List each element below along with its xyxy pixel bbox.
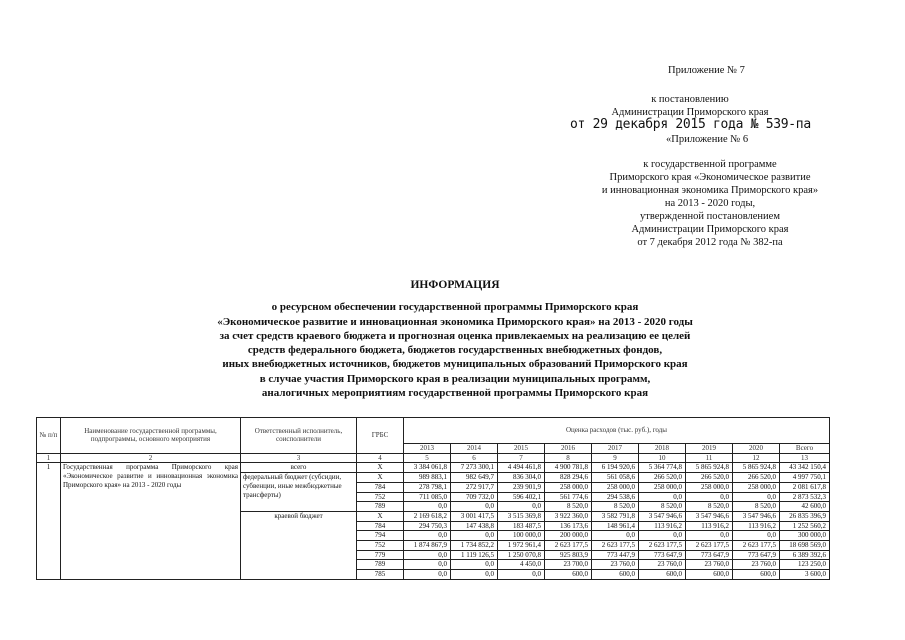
year-value: 600,0 xyxy=(545,570,592,580)
year-value: 1 734 852,2 xyxy=(451,541,498,551)
year-value: 8 520,0 xyxy=(686,502,733,512)
year-value: 0,0 xyxy=(451,531,498,541)
grbs-code: 779 xyxy=(357,550,404,560)
total-value: 1 252 560,2 xyxy=(780,521,830,531)
grbs-code: X xyxy=(357,463,404,473)
year-value: 23 760,0 xyxy=(639,560,686,570)
year-value: 0,0 xyxy=(451,570,498,580)
year-value: 3 547 946,6 xyxy=(733,511,780,521)
column-numbers-row xyxy=(37,453,830,463)
year-value: 600,0 xyxy=(733,570,780,580)
year-value: 7 273 300,1 xyxy=(451,463,498,473)
year-header: 2016 xyxy=(545,444,592,454)
year-value: 3 384 061,8 xyxy=(404,463,451,473)
year-value: 0,0 xyxy=(686,531,733,541)
program-name: Государственная программа Приморского края «Экономическое развитие и инновационная экономика Приморского края» на 2013 - 2020 годы xyxy=(61,463,241,579)
year-value: 0,0 xyxy=(639,492,686,502)
column-number: 2 xyxy=(61,453,241,463)
header-executor: Ответственный исполнитель, соисполнители xyxy=(241,418,357,454)
program-line: к государственной программе xyxy=(643,159,777,170)
total-value: 3 600,0 xyxy=(780,570,830,580)
program-line: и инновационная экономика Приморского края» xyxy=(601,185,819,196)
year-value: 239 901,9 xyxy=(498,482,545,492)
year-value: 561 058,6 xyxy=(592,473,639,483)
year-value: 1 972 961,4 xyxy=(498,541,545,551)
header-estimate: Оценка расходов (тыс. руб.), годы xyxy=(404,418,830,444)
total-value: 43 342 150,4 xyxy=(780,463,830,473)
total-value: 123 250,0 xyxy=(780,560,830,570)
row-number: 1 xyxy=(37,463,61,579)
year-value: 0,0 xyxy=(404,531,451,541)
year-value: 925 803,9 xyxy=(545,550,592,560)
title-line: «Экономическое развитие и инновационная экономика Приморского края» на 2013 - 2020 годы xyxy=(217,315,693,328)
year-value: 6 194 920,6 xyxy=(592,463,639,473)
total-value: 300 000,0 xyxy=(780,531,830,541)
title-line: аналогичных мероприятиям государственной программы Приморского края xyxy=(261,387,649,400)
appendix-6-label: «Приложение № 6 xyxy=(666,134,749,145)
table-body xyxy=(37,463,830,579)
year-value: 5 865 924,8 xyxy=(733,463,780,473)
grbs-code: 784 xyxy=(357,521,404,531)
title-line: средств федерального бюджета, бюджетов государственных внебюджетных фондов, xyxy=(247,344,663,357)
year-value: 23 700,0 xyxy=(545,560,592,570)
year-value: 0,0 xyxy=(451,560,498,570)
year-value: 272 917,7 xyxy=(451,482,498,492)
year-value: 600,0 xyxy=(592,570,639,580)
year-value: 113 916,2 xyxy=(639,521,686,531)
column-number: 8 xyxy=(545,453,592,463)
year-header: 2019 xyxy=(686,444,733,454)
year-value: 709 732,0 xyxy=(451,492,498,502)
year-value: 711 085,0 xyxy=(404,492,451,502)
grbs-code: 794 xyxy=(357,531,404,541)
total-value: 2 873 532,3 xyxy=(780,492,830,502)
year-value: 23 760,0 xyxy=(733,560,780,570)
year-value: 0,0 xyxy=(498,502,545,512)
year-value: 1 874 867,9 xyxy=(404,541,451,551)
funding-source: федеральный бюджет (субсидии, субвенции, иные межбюджетные трансферты) xyxy=(241,473,357,512)
administration-line: Администрации Приморского края xyxy=(611,107,769,118)
year-value: 3 001 417,5 xyxy=(451,511,498,521)
year-header: 2018 xyxy=(639,444,686,454)
year-value: 2 623 177,5 xyxy=(686,541,733,551)
year-value: 200 000,0 xyxy=(545,531,592,541)
grbs-code: 785 xyxy=(357,570,404,580)
year-value: 258 000,0 xyxy=(639,482,686,492)
year-value: 0,0 xyxy=(686,492,733,502)
year-value: 113 916,2 xyxy=(686,521,733,531)
program-line: на 2013 - 2020 годы, xyxy=(664,198,756,209)
header-grbs: ГРБС xyxy=(357,418,404,454)
total-value: 4 997 750,1 xyxy=(780,473,830,483)
year-value: 561 774,6 xyxy=(545,492,592,502)
year-value: 828 294,6 xyxy=(545,473,592,483)
year-value: 266 520,0 xyxy=(733,473,780,483)
year-value: 8 520,0 xyxy=(592,502,639,512)
title-line: иных внебюджетных источников, бюджетов муниципальных образований Приморского края xyxy=(222,358,688,371)
year-header: 2013 xyxy=(404,444,451,454)
year-value: 0,0 xyxy=(404,560,451,570)
year-header: 2015 xyxy=(498,444,545,454)
grbs-code: 752 xyxy=(357,541,404,551)
total-value: 6 389 392,6 xyxy=(780,550,830,560)
year-value: 982 649,7 xyxy=(451,473,498,483)
year-value: 0,0 xyxy=(639,531,686,541)
total-value: 42 600,0 xyxy=(780,502,830,512)
program-line: Приморского края «Экономическое развитие xyxy=(609,172,811,183)
year-value: 113 916,2 xyxy=(733,521,780,531)
year-value: 136 173,6 xyxy=(545,521,592,531)
year-value: 23 760,0 xyxy=(686,560,733,570)
program-line: Администрации Приморского края xyxy=(631,224,789,235)
column-number: 1 xyxy=(37,453,61,463)
year-value: 4 450,0 xyxy=(498,560,545,570)
year-value: 266 520,0 xyxy=(639,473,686,483)
grbs-code: 789 xyxy=(357,502,404,512)
year-value: 100 000,0 xyxy=(498,531,545,541)
year-value: 23 760,0 xyxy=(592,560,639,570)
funding-source: всего xyxy=(241,463,357,473)
year-value: 596 402,1 xyxy=(498,492,545,502)
program-line: от 7 декабря 2012 года № 382-па xyxy=(637,237,783,248)
year-value: 0,0 xyxy=(404,550,451,560)
funding-source: краевой бюджет xyxy=(241,511,357,579)
year-value: 2 169 618,2 xyxy=(404,511,451,521)
column-number: 6 xyxy=(451,453,498,463)
year-value: 258 000,0 xyxy=(592,482,639,492)
year-header: 2014 xyxy=(451,444,498,454)
year-value: 8 520,0 xyxy=(733,502,780,512)
column-number: 4 xyxy=(357,453,404,463)
column-number: 12 xyxy=(733,453,780,463)
year-value: 773 647,9 xyxy=(639,550,686,560)
year-value: 0,0 xyxy=(733,492,780,502)
grbs-code: X xyxy=(357,473,404,483)
year-value: 148 961,4 xyxy=(592,521,639,531)
column-number: 5 xyxy=(404,453,451,463)
program-reference xyxy=(570,158,850,249)
resolution-date-stamp: от 29 декабря 2015 года № 539-па xyxy=(570,117,811,132)
document-title xyxy=(150,278,760,400)
year-value: 147 438,8 xyxy=(451,521,498,531)
appendix-7-label: Приложение № 7 xyxy=(668,65,745,76)
grbs-code: 789 xyxy=(357,560,404,570)
year-value: 3 922 360,0 xyxy=(545,511,592,521)
year-value: 294 538,6 xyxy=(592,492,639,502)
resource-table xyxy=(36,417,830,580)
column-number: 9 xyxy=(592,453,639,463)
year-value: 294 750,3 xyxy=(404,521,451,531)
column-number: 11 xyxy=(686,453,733,463)
column-number: 10 xyxy=(639,453,686,463)
year-value: 1 119 126,5 xyxy=(451,550,498,560)
year-value: 0,0 xyxy=(404,570,451,580)
year-value: 8 520,0 xyxy=(545,502,592,512)
header-no: № п/п xyxy=(37,418,61,454)
year-value: 258 000,0 xyxy=(545,482,592,492)
year-value: 0,0 xyxy=(733,531,780,541)
grbs-code: 784 xyxy=(357,482,404,492)
grbs-code: X xyxy=(357,511,404,521)
year-value: 3 547 946,6 xyxy=(686,511,733,521)
year-value: 4 900 781,8 xyxy=(545,463,592,473)
year-value: 2 623 177,5 xyxy=(545,541,592,551)
total-value: 2 081 617,8 xyxy=(780,482,830,492)
total-value: 26 835 396,9 xyxy=(780,511,830,521)
year-value: 0,0 xyxy=(498,570,545,580)
title-line: о ресурсном обеспечении государственной программы Приморского края xyxy=(271,301,639,314)
year-value: 3 547 946,6 xyxy=(639,511,686,521)
year-value: 600,0 xyxy=(639,570,686,580)
to-resolution-line: к постановлению xyxy=(651,94,729,105)
grbs-code: 752 xyxy=(357,492,404,502)
year-value: 836 304,0 xyxy=(498,473,545,483)
header-name: Наименование государственной программы, подпрограммы, основного мероприятия xyxy=(61,418,241,454)
title-line: за счет средств краевого бюджета и прогнозная оценка привлекаемых на реализацию ее целей xyxy=(219,329,691,342)
year-value: 989 883,1 xyxy=(404,473,451,483)
year-value: 2 623 177,5 xyxy=(639,541,686,551)
year-value: 3 582 791,8 xyxy=(592,511,639,521)
year-value: 773 647,9 xyxy=(686,550,733,560)
title-heading: ИНФОРМАЦИЯ xyxy=(410,279,500,291)
year-value: 266 520,0 xyxy=(686,473,733,483)
column-number: 3 xyxy=(241,453,357,463)
resolution-reference xyxy=(560,93,820,119)
year-value: 0,0 xyxy=(592,531,639,541)
year-value: 5 364 774,8 xyxy=(639,463,686,473)
year-value: 3 515 369,8 xyxy=(498,511,545,521)
column-number: 13 xyxy=(780,453,830,463)
title-line: в случае участия Приморского края в реализации муниципальных программ, xyxy=(259,372,651,385)
year-value: 8 520,0 xyxy=(639,502,686,512)
year-value: 4 494 461,8 xyxy=(498,463,545,473)
year-header: 2017 xyxy=(592,444,639,454)
program-line: утвержденной постановлением xyxy=(640,211,780,222)
year-value: 0,0 xyxy=(404,502,451,512)
year-value: 773 447,9 xyxy=(592,550,639,560)
year-value: 773 647,9 xyxy=(733,550,780,560)
year-value: 600,0 xyxy=(686,570,733,580)
year-header: Всего xyxy=(780,444,830,454)
year-value: 2 623 177,5 xyxy=(592,541,639,551)
table-row xyxy=(37,463,830,473)
year-value: 258 000,0 xyxy=(733,482,780,492)
year-header: 2020 xyxy=(733,444,780,454)
year-value: 183 487,5 xyxy=(498,521,545,531)
year-value: 278 798,1 xyxy=(404,482,451,492)
column-number: 7 xyxy=(498,453,545,463)
year-value: 1 250 070,8 xyxy=(498,550,545,560)
year-value: 5 865 924,8 xyxy=(686,463,733,473)
year-value: 258 000,0 xyxy=(686,482,733,492)
year-value: 2 623 177,5 xyxy=(733,541,780,551)
year-value: 0,0 xyxy=(451,502,498,512)
total-value: 18 698 569,0 xyxy=(780,541,830,551)
